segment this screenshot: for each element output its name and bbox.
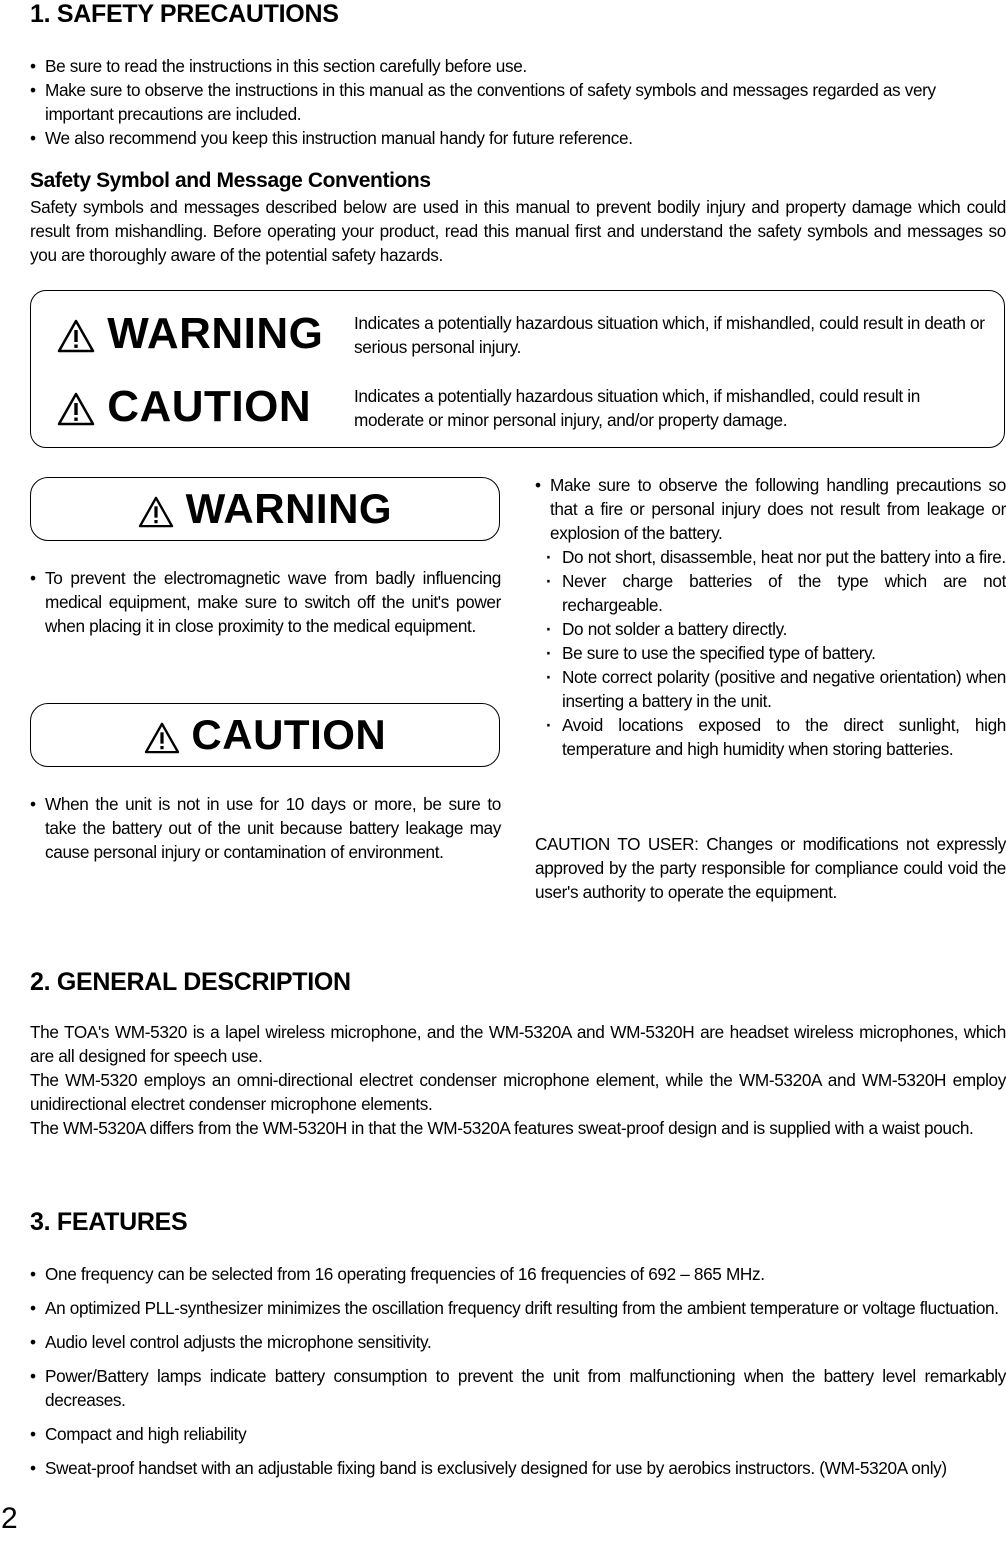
list-item: • Power/Battery lamps indicate battery consumption to prevent the unit from malfunctioning when the battery level remarkably decreases. bbox=[30, 1364, 1006, 1412]
conventions-paragraph: Safety symbols and messages described below are used in this manual to prevent bodily injury and property damage which could result from mishandling. Before operating your product, read this manual first and understand the safety symbols and messages so you are thoroughly aware of the potential safety hazards. bbox=[30, 197, 1006, 265]
caution-bullet-list bbox=[30, 792, 501, 864]
paragraph: The WM-5320 employs an omni-directional electret condenser microphone element, while the WM-5320A and WM-5320H employ unidirectional electret condenser microphone elements. bbox=[30, 1070, 1006, 1114]
legend-warning-description: Indicates a potentially hazardous situation which, if mishandled, could result in death or serious personal injury. bbox=[354, 313, 985, 357]
list-item: • Sweat-proof handset with an adjustable fixing band is exclusively designed for use by aerobics instructors. (WM-5320A only) bbox=[30, 1456, 1006, 1480]
caution-box-label: CAUTION bbox=[191, 711, 387, 758]
section-3-heading: 3. FEATURES bbox=[30, 1208, 188, 1236]
caution-header-box bbox=[30, 703, 500, 767]
section-2-heading: 2. GENERAL DESCRIPTION bbox=[30, 968, 351, 996]
list-item: • Be sure to read the instructions in this section carefully before use. bbox=[30, 54, 1006, 78]
list-item: • One frequency can be selected from 16 operating frequencies of 16 frequencies of 692 – 865 MHz. bbox=[30, 1262, 1006, 1286]
warning-bullet-list bbox=[30, 566, 501, 638]
warning-triangle-icon bbox=[138, 496, 174, 528]
list-item: • To prevent the electromagnetic wave from badly influencing medical equipment, make sure to switch off the unit's power when placing it in close proximity to the medical equipment. bbox=[30, 566, 501, 638]
battery-precautions bbox=[535, 473, 1006, 761]
list-item: · Be sure to use the specified type of battery. bbox=[535, 641, 1006, 665]
battery-intro-list bbox=[535, 473, 1006, 545]
list-item: • An optimized PLL-synthesizer minimizes the oscillation frequency drift resulting from the ambient temperature or voltage fluctuation. bbox=[30, 1296, 1006, 1320]
page-number: 2 bbox=[1, 1502, 18, 1535]
warning-triangle-icon bbox=[57, 319, 95, 353]
legend-caution-label: CAUTION bbox=[107, 382, 312, 431]
section-1-heading: 1. SAFETY PRECAUTIONS bbox=[30, 0, 339, 28]
legend-warning-label: WARNING bbox=[107, 309, 324, 358]
caution-triangle-icon bbox=[57, 392, 95, 426]
list-item: · Note correct polarity (positive and negative orientation) when inserting a battery in the unit. bbox=[535, 665, 1006, 713]
conventions-subheading: Safety Symbol and Message Conventions bbox=[30, 169, 431, 192]
safety-bullet-list bbox=[30, 54, 1006, 150]
list-item: • Make sure to observe the following handling precautions so that a fire or personal injury does not result from leakage or explosion of the battery. bbox=[535, 473, 1006, 545]
legend-caution-symbol bbox=[57, 382, 311, 432]
paragraph: The TOA's WM-5320 is a lapel wireless microphone, and the WM-5320A and WM-5320H are headset wireless microphones, which are all designed for speech use. bbox=[30, 1022, 1006, 1066]
symbol-legend-box bbox=[30, 290, 1005, 448]
general-description bbox=[30, 1020, 1006, 1140]
list-item: • We also recommend you keep this instruction manual handy for future reference. bbox=[30, 126, 1006, 150]
caution-triangle-icon bbox=[144, 722, 180, 754]
caution-to-user: CAUTION TO USER: Changes or modifications not expressly approved by the party responsible for compliance could void the user's authority to operate the equipment. bbox=[535, 834, 1006, 902]
legend-caution-description: Indicates a potentially hazardous situation which, if mishandled, could result in moderate or minor personal injury, and/or property damage. bbox=[354, 386, 920, 430]
list-item: · Do not short, disassemble, heat nor put the battery into a fire. bbox=[535, 545, 1006, 569]
battery-item-list bbox=[535, 545, 1006, 761]
list-item: · Never charge batteries of the type which are not rechargeable. bbox=[535, 569, 1006, 617]
list-item: • Make sure to observe the instructions in this manual as the conventions of safety symbols and messages regarded as very important precautions are included. bbox=[30, 78, 1006, 126]
legend-warning-symbol bbox=[57, 309, 323, 359]
warning-box-label: WARNING bbox=[185, 485, 393, 532]
list-item: · Do not solder a battery directly. bbox=[535, 617, 1006, 641]
features-list bbox=[30, 1262, 1006, 1490]
warning-header-box bbox=[30, 477, 500, 541]
list-item: · Avoid locations exposed to the direct sunlight, high temperature and high humidity when storing batteries. bbox=[535, 713, 1006, 761]
list-item: • When the unit is not in use for 10 days or more, be sure to take the battery out of the unit because battery leakage may cause personal injury or contamination of environment. bbox=[30, 792, 501, 864]
list-item: • Compact and high reliability bbox=[30, 1422, 1006, 1446]
list-item: • Audio level control adjusts the microphone sensitivity. bbox=[30, 1330, 1006, 1354]
paragraph: The WM-5320A differs from the WM-5320H in that the WM-5320A features sweat-proof design and is supplied with a waist pouch. bbox=[30, 1118, 974, 1138]
